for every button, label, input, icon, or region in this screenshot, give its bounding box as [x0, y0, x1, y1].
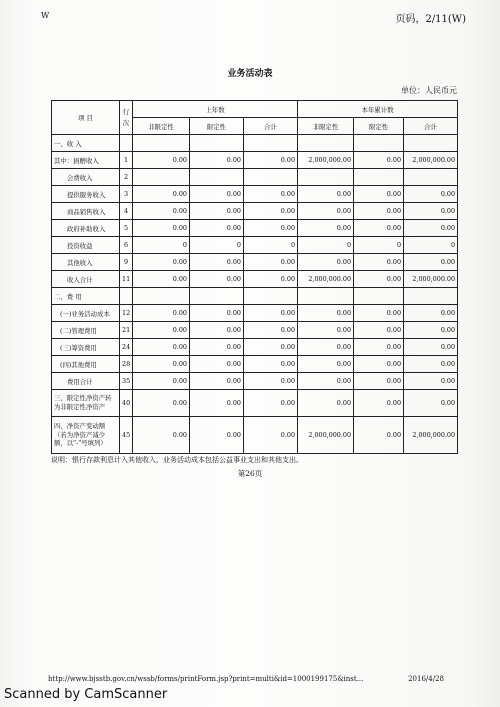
value-cell: 0.00: [133, 322, 190, 339]
table-row: [52, 220, 458, 237]
row-label: 商品销售收入: [52, 203, 120, 220]
value-cell: 0.00: [354, 305, 404, 322]
value-cell: 0.00: [298, 356, 354, 373]
value-cell: 2,000,000.00: [404, 271, 458, 288]
value-cell: 0.00: [298, 373, 354, 390]
value-cell: 0.00: [190, 186, 244, 203]
table-row: [52, 271, 458, 288]
page-number: 第26页: [237, 469, 263, 478]
row-number: 21: [120, 322, 133, 339]
value-cell: [298, 135, 354, 152]
table-row: [52, 186, 458, 203]
table-row: [52, 152, 458, 169]
value-cell: 0.00: [190, 305, 244, 322]
value-cell: 0.00: [190, 322, 244, 339]
row-number: 12: [120, 305, 133, 322]
table-row: [52, 169, 458, 186]
value-cell: 0.00: [354, 417, 404, 454]
row-label: 二、费 用: [52, 288, 120, 305]
table-row: [52, 390, 458, 417]
value-cell: 2,000,000.00: [404, 152, 458, 169]
value-cell: 0.00: [190, 152, 244, 169]
explanatory-note: 说明：银行存款利息计入其他收入，业务活动成本包括公益事业支出和其他支出。: [51, 456, 303, 464]
header-this-restricted: 限定性: [354, 118, 404, 135]
value-cell: 0.00: [298, 186, 354, 203]
value-cell: 0.00: [190, 220, 244, 237]
value-cell: 0.00: [354, 220, 404, 237]
value-cell: 0.00: [190, 390, 244, 417]
value-cell: 0.00: [244, 322, 298, 339]
value-cell: 0.00: [404, 322, 458, 339]
table-row: [52, 356, 458, 373]
value-cell: 0.00: [133, 356, 190, 373]
table-row: [52, 373, 458, 390]
value-cell: 0.00: [190, 203, 244, 220]
table-row: [52, 254, 458, 271]
row-label: (二)管理费用: [52, 322, 120, 339]
value-cell: 0.00: [244, 220, 298, 237]
value-cell: [354, 288, 404, 305]
scanner-watermark: Scanned by CamScanner: [4, 687, 168, 702]
value-cell: [298, 169, 354, 186]
value-cell: 0.00: [354, 339, 404, 356]
value-cell: 0.00: [244, 417, 298, 454]
row-number: 4: [120, 203, 133, 220]
value-cell: [298, 288, 354, 305]
value-cell: 0.00: [354, 152, 404, 169]
value-cell: [133, 135, 190, 152]
row-number: 28: [120, 356, 133, 373]
value-cell: 0.00: [404, 305, 458, 322]
row-number: 1: [120, 152, 133, 169]
value-cell: [133, 169, 190, 186]
value-cell: 0: [298, 237, 354, 254]
row-number: 11: [120, 271, 133, 288]
row-number: 24: [120, 339, 133, 356]
value-cell: 0.00: [354, 271, 404, 288]
value-cell: 0: [354, 237, 404, 254]
value-cell: 0.00: [354, 390, 404, 417]
row-label: 一、收 入: [52, 135, 120, 152]
value-cell: 0.00: [404, 186, 458, 203]
table-row: [52, 305, 458, 322]
value-cell: 0.00: [133, 305, 190, 322]
row-number: 45: [120, 417, 133, 454]
value-cell: 0.00: [133, 373, 190, 390]
value-cell: 0.00: [244, 339, 298, 356]
value-cell: 0.00: [354, 203, 404, 220]
value-cell: 0: [190, 237, 244, 254]
value-cell: 0.00: [133, 417, 190, 454]
table-row: [52, 339, 458, 356]
value-cell: 0.00: [244, 254, 298, 271]
value-cell: 0.00: [404, 203, 458, 220]
value-cell: 0.00: [298, 203, 354, 220]
row-label: (三)筹资费用: [52, 339, 120, 356]
header-row-no: 行次: [120, 101, 133, 135]
row-number: [120, 135, 133, 152]
value-cell: 0.00: [354, 356, 404, 373]
row-number: 35: [120, 373, 133, 390]
row-label: 其他收入: [52, 254, 120, 271]
value-cell: 0.00: [298, 390, 354, 417]
value-cell: 0.00: [133, 254, 190, 271]
value-cell: 0.00: [190, 254, 244, 271]
row-label: 投资收益: [52, 237, 120, 254]
table-row: [52, 288, 458, 305]
table-row: [52, 417, 458, 454]
value-cell: 0.00: [298, 339, 354, 356]
value-cell: 0.00: [190, 356, 244, 373]
footer-url: http://www.bjsstb.gov.cn/wssb/forms/printForm.jsp?print=multi&id=1000199175&inst...: [48, 675, 364, 683]
value-cell: 0.00: [133, 186, 190, 203]
value-cell: 0.00: [244, 373, 298, 390]
currency-unit: 单位：人民币元: [401, 86, 457, 95]
value-cell: 0.00: [298, 322, 354, 339]
value-cell: 0: [404, 237, 458, 254]
row-number: 3: [120, 186, 133, 203]
value-cell: [190, 135, 244, 152]
document-title: 业务活动表: [227, 69, 273, 79]
row-label: 四、净资产变动额（若为净资产减少额，以"-"号填列）: [52, 417, 120, 454]
row-label: 其中：捐赠收入: [52, 152, 120, 169]
row-label: 政府补助收入: [52, 220, 120, 237]
value-cell: 0.00: [244, 271, 298, 288]
row-label: 费用合计: [52, 373, 120, 390]
header-prev-year: 上年数: [133, 101, 298, 118]
value-cell: 0.00: [133, 271, 190, 288]
value-cell: 0.00: [133, 152, 190, 169]
value-cell: 0.00: [190, 271, 244, 288]
value-cell: [404, 169, 458, 186]
value-cell: [133, 288, 190, 305]
value-cell: [404, 135, 458, 152]
activity-statement-table: [51, 100, 458, 454]
value-cell: 2,000,000.00: [404, 417, 458, 454]
value-cell: 0.00: [354, 254, 404, 271]
value-cell: 0.00: [133, 220, 190, 237]
row-label: 提供服务收入: [52, 186, 120, 203]
row-number: 40: [120, 390, 133, 417]
row-label: (一)业务活动成本: [52, 305, 120, 322]
value-cell: 0.00: [298, 305, 354, 322]
header-this-year: 本年累计数: [298, 101, 458, 118]
value-cell: 0.00: [404, 339, 458, 356]
header-item: 项 目: [52, 101, 120, 135]
value-cell: 0.00: [298, 220, 354, 237]
header-prev-restricted: 限定性: [190, 118, 244, 135]
value-cell: 0.00: [404, 220, 458, 237]
value-cell: [190, 288, 244, 305]
value-cell: 0.00: [404, 373, 458, 390]
value-cell: [354, 169, 404, 186]
row-label: 三、限定性净资产转为非限定性净资产: [52, 390, 120, 417]
value-cell: 0.00: [244, 203, 298, 220]
value-cell: 0.00: [190, 339, 244, 356]
value-cell: 0.00: [190, 373, 244, 390]
value-cell: 0.00: [244, 152, 298, 169]
value-cell: [354, 135, 404, 152]
table-row: [52, 322, 458, 339]
row-number: 6: [120, 237, 133, 254]
value-cell: 0.00: [244, 186, 298, 203]
value-cell: 2,000,000.00: [298, 271, 354, 288]
value-cell: 0.00: [404, 356, 458, 373]
value-cell: [244, 169, 298, 186]
header-prev-total: 合计: [244, 118, 298, 135]
value-cell: 0.00: [404, 390, 458, 417]
header-this-unrestricted: 非限定性: [298, 118, 354, 135]
row-number: 5: [120, 220, 133, 237]
row-label: 收入合计: [52, 271, 120, 288]
value-cell: 0.00: [133, 339, 190, 356]
value-cell: [190, 169, 244, 186]
value-cell: 0: [244, 237, 298, 254]
row-number: [120, 288, 133, 305]
corner-mark: W: [41, 11, 50, 20]
value-cell: 0.00: [404, 254, 458, 271]
row-number: 2: [120, 169, 133, 186]
value-cell: 0.00: [244, 390, 298, 417]
header-prev-unrestricted: 非限定性: [133, 118, 190, 135]
value-cell: 0: [133, 237, 190, 254]
row-label: (四)其他费用: [52, 356, 120, 373]
value-cell: 0.00: [244, 305, 298, 322]
row-number: 9: [120, 254, 133, 271]
value-cell: 0.00: [354, 373, 404, 390]
value-cell: 0.00: [298, 254, 354, 271]
value-cell: 0.00: [354, 322, 404, 339]
value-cell: [244, 135, 298, 152]
value-cell: 2,000,000.00: [298, 417, 354, 454]
value-cell: 2,000,000.00: [298, 152, 354, 169]
value-cell: 0.00: [133, 203, 190, 220]
table-row: [52, 203, 458, 220]
table-row: [52, 135, 458, 152]
header-this-total: 合计: [404, 118, 458, 135]
value-cell: [244, 288, 298, 305]
value-cell: 0.00: [354, 186, 404, 203]
value-cell: 0.00: [133, 390, 190, 417]
footer-date: 2016/4/28: [408, 675, 444, 683]
value-cell: 0.00: [244, 356, 298, 373]
page-code: 页码，2/11(W): [395, 14, 466, 25]
row-label: 会费收入: [52, 169, 120, 186]
table-row: [52, 237, 458, 254]
value-cell: [404, 288, 458, 305]
value-cell: 0.00: [190, 417, 244, 454]
